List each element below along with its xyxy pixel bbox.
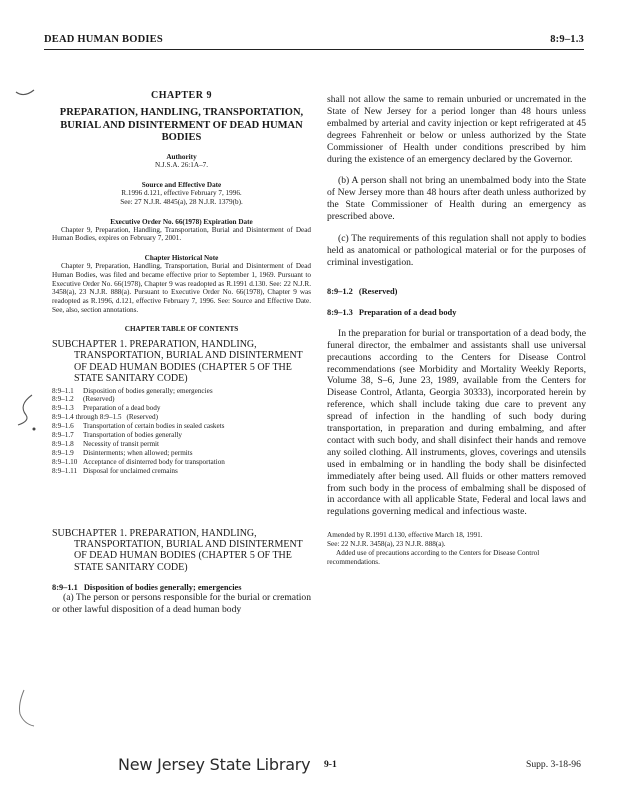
- toc-entry-number: 8:9–1.9: [52, 448, 74, 457]
- source-line-2: See: 27 N.J.R. 4845(a), 28 N.J.R. 1379(b).: [120, 197, 243, 206]
- section-1-1-paragraph-a: (a) The person or persons responsible for the burial or cremation or other lawful disposition of a dead human body: [52, 592, 311, 616]
- library-stamp: New Jersey State Library: [118, 755, 311, 774]
- toc-entry[interactable]: [52, 449, 311, 458]
- toc-entry-title: Disinterments; when allowed; permits: [83, 448, 193, 457]
- toc-entry-number: 8:9–1.2: [52, 395, 74, 404]
- toc-entry[interactable]: [52, 422, 311, 431]
- toc-entry-number: 8:9–1.8: [52, 439, 74, 448]
- section-1-1-heading: [52, 583, 311, 592]
- authority-text: N.J.S.A. 26:1A–7.: [154, 160, 209, 169]
- toc-entry[interactable]: [52, 458, 311, 467]
- section-1-1-paragraph-a-continued: shall not allow the same to remain unburied or uncremated in the State of New Jersey for a period longer than 48 hours unless embalmed by arterial and cavity injection or kept refrigerated at 45 degrees Fahrenheit or below or unless authorized by the State Commissioner of Health under conditions prescribed by him during the existence of an emergency declared by the Governor.: [327, 94, 586, 165]
- section-title: Disposition of bodies generally; emergencies: [83, 583, 242, 593]
- executive-order-heading: Executive Order No. 66(1978) Expiration Date: [110, 217, 253, 226]
- toc-entry[interactable]: [52, 395, 311, 404]
- source-heading: Source and Effective Date: [141, 180, 222, 189]
- section-number: 8:9–1.1: [52, 583, 78, 593]
- authority-heading: Authority: [166, 152, 197, 161]
- section-1-3-text: In the preparation for burial or transportation of a dead body, the funeral director, the embalmer and assistants shall use universal precautions according to the Centers for Disease Control recommendations (see Morbidity and Mortality Weekly Reports, Volume 38, S–6, June 23, 1989, available from the Centers for Disease Control, Atlanta, Georgia 30333), incorporated herein by reference, which shall include taking due care to prevent any spread of infection in the handling of such body during transportation, in preparation and during embalming, and after contact with such body, and shall disinfect their hands and remove any soiled clothing. All instruments, gloves, coverings and utensils used in embalming or in handling the body shall be disinfected immediately after being used. All fluids or other matters removed from such body in the process of embalming shall be disposed of in accordance with all applicable State, Federal and local laws and regulations governing medical and infectious waste.: [327, 327, 586, 518]
- toc-entry-number: 8:9–1.4 through 8:9–1.5: [52, 413, 122, 422]
- section-number: 8:9–1.2: [327, 286, 353, 296]
- chapter-label: CHAPTER 9: [151, 90, 212, 101]
- amendment-note-line-2: See: 22 N.J.R. 3458(a), 23 N.J.R. 888(a).: [327, 540, 446, 549]
- table-of-contents: [52, 387, 311, 476]
- amendment-note-line-1: Amended by R.1991 d.130, effective March 18, 1991.: [327, 531, 483, 540]
- toc-entry[interactable]: [52, 467, 311, 476]
- historical-note-heading: Chapter Historical Note: [144, 254, 219, 263]
- toc-entry-title: Disposal for unclaimed cremains: [83, 466, 178, 475]
- section-title: (Reserved): [358, 286, 398, 296]
- section-number: 8:9–1.3: [327, 307, 353, 317]
- section-title: Preparation of a dead body: [358, 307, 457, 317]
- toc-entry-number: 8:9–1.6: [52, 422, 74, 431]
- toc-entry-title: Preparation of a dead body: [83, 404, 161, 413]
- punch-hole-mark-bottom: [14, 688, 38, 730]
- supplement-date: Supp. 3-18-96: [526, 759, 581, 770]
- toc-entry-title: Necessity of transit permit: [83, 439, 160, 448]
- toc-entry[interactable]: [52, 404, 311, 413]
- toc-subchapter-heading: SUBCHAPTER 1. PREPARATION, HANDLING, TRANSPORTATION, BURIAL AND DISINTERMENT OF DEAD HUMAN BODIES (CHAPTER 5 OF THE STATE SANITARY CODE): [52, 338, 303, 385]
- historical-note-text: Chapter 9, Preparation, Handling, Transportation, Burial and Disinterment of Dead Human Bodies, was filed and became effective prior to September 1, 1969. Pursuant to Executive Order No. 66(1978), Chapter 9 was readopted as R.1991 d.130. See: 22 N.J.R. 3458(a), 23 N.J.R. 888(a). Pursuant to Executive Order No. 66(1978), Chapter 9 was readopted as R.1996, d.121, effective February 7, 1996. See: Source and Effective Date. See, also, section annotations.: [52, 262, 311, 315]
- right-column: [327, 94, 586, 567]
- page-number: 9-1: [324, 759, 337, 770]
- section-1-1-paragraph-b: (b) A person shall not bring an unembalmed body into the State of New Jersey more than 48 hours after death unless authorized by the State Commissioner of Health during an emergency as prescribed above.: [327, 175, 586, 223]
- running-head-title: DEAD HUMAN BODIES: [44, 34, 163, 45]
- toc-entry-title: (Reserved): [83, 395, 115, 404]
- toc-entry-title: Transportation of bodies generally: [83, 431, 182, 440]
- toc-entry[interactable]: [52, 413, 311, 422]
- toc-entry-title: Acceptance of disinterred body for transportation: [83, 457, 225, 466]
- punch-hole-mark-top: [14, 86, 36, 102]
- left-column: [52, 90, 311, 616]
- toc-entry[interactable]: [52, 431, 311, 440]
- toc-entry-number: 8:9–1.3: [52, 404, 74, 413]
- header-rule: [44, 49, 584, 50]
- chapter-title: PREPARATION, HANDLING, TRANSPORTATION, BURIAL AND DISINTERMENT OF DEAD HUMAN BODIES: [59, 107, 304, 143]
- toc-entry[interactable]: [52, 440, 311, 449]
- section-1-2-heading: [327, 287, 586, 296]
- toc-title: CHAPTER TABLE OF CONTENTS: [124, 324, 239, 333]
- subchapter-heading: SUBCHAPTER 1. PREPARATION, HANDLING, TRANSPORTATION, BURIAL AND DISINTERMENT OF DEAD HUMAN BODIES (CHAPTER 5 OF THE STATE SANITARY CODE): [52, 527, 303, 573]
- toc-entry-number: 8:9–1.1: [52, 386, 74, 395]
- source-line-1: R.1996 d.121, effective February 7, 1996.: [121, 188, 242, 197]
- toc-entry-title: Transportation of certain bodies in sealed caskets: [83, 422, 225, 431]
- punch-hole-mark-middle: [14, 393, 38, 433]
- running-head-section: 8:9–1.3: [550, 34, 584, 45]
- section-1-3-heading: [327, 308, 586, 317]
- section-1-1-paragraph-c: (c) The requirements of this regulation shall not apply to bodies held as anatomical or pathological material or for the purposes of criminal investigation.: [327, 233, 586, 268]
- executive-order-text: Chapter 9, Preparation, Handling, Transportation, Burial and Disinterment of Dead Human Bodies, expires on February 7, 2001.: [52, 225, 311, 243]
- amendment-note-line-3: Added use of precautions according to the Centers for Disease Control recommendations.: [327, 549, 540, 567]
- toc-entry-number: 8:9–1.7: [52, 431, 74, 440]
- toc-entry-number: 8:9–1.10: [52, 457, 78, 466]
- toc-entry[interactable]: [52, 387, 311, 396]
- toc-entry-number: 8:9–1.11: [52, 466, 78, 475]
- toc-entry-title: Disposition of bodies generally; emergencies: [83, 386, 213, 395]
- toc-entry-title: (Reserved): [126, 413, 159, 422]
